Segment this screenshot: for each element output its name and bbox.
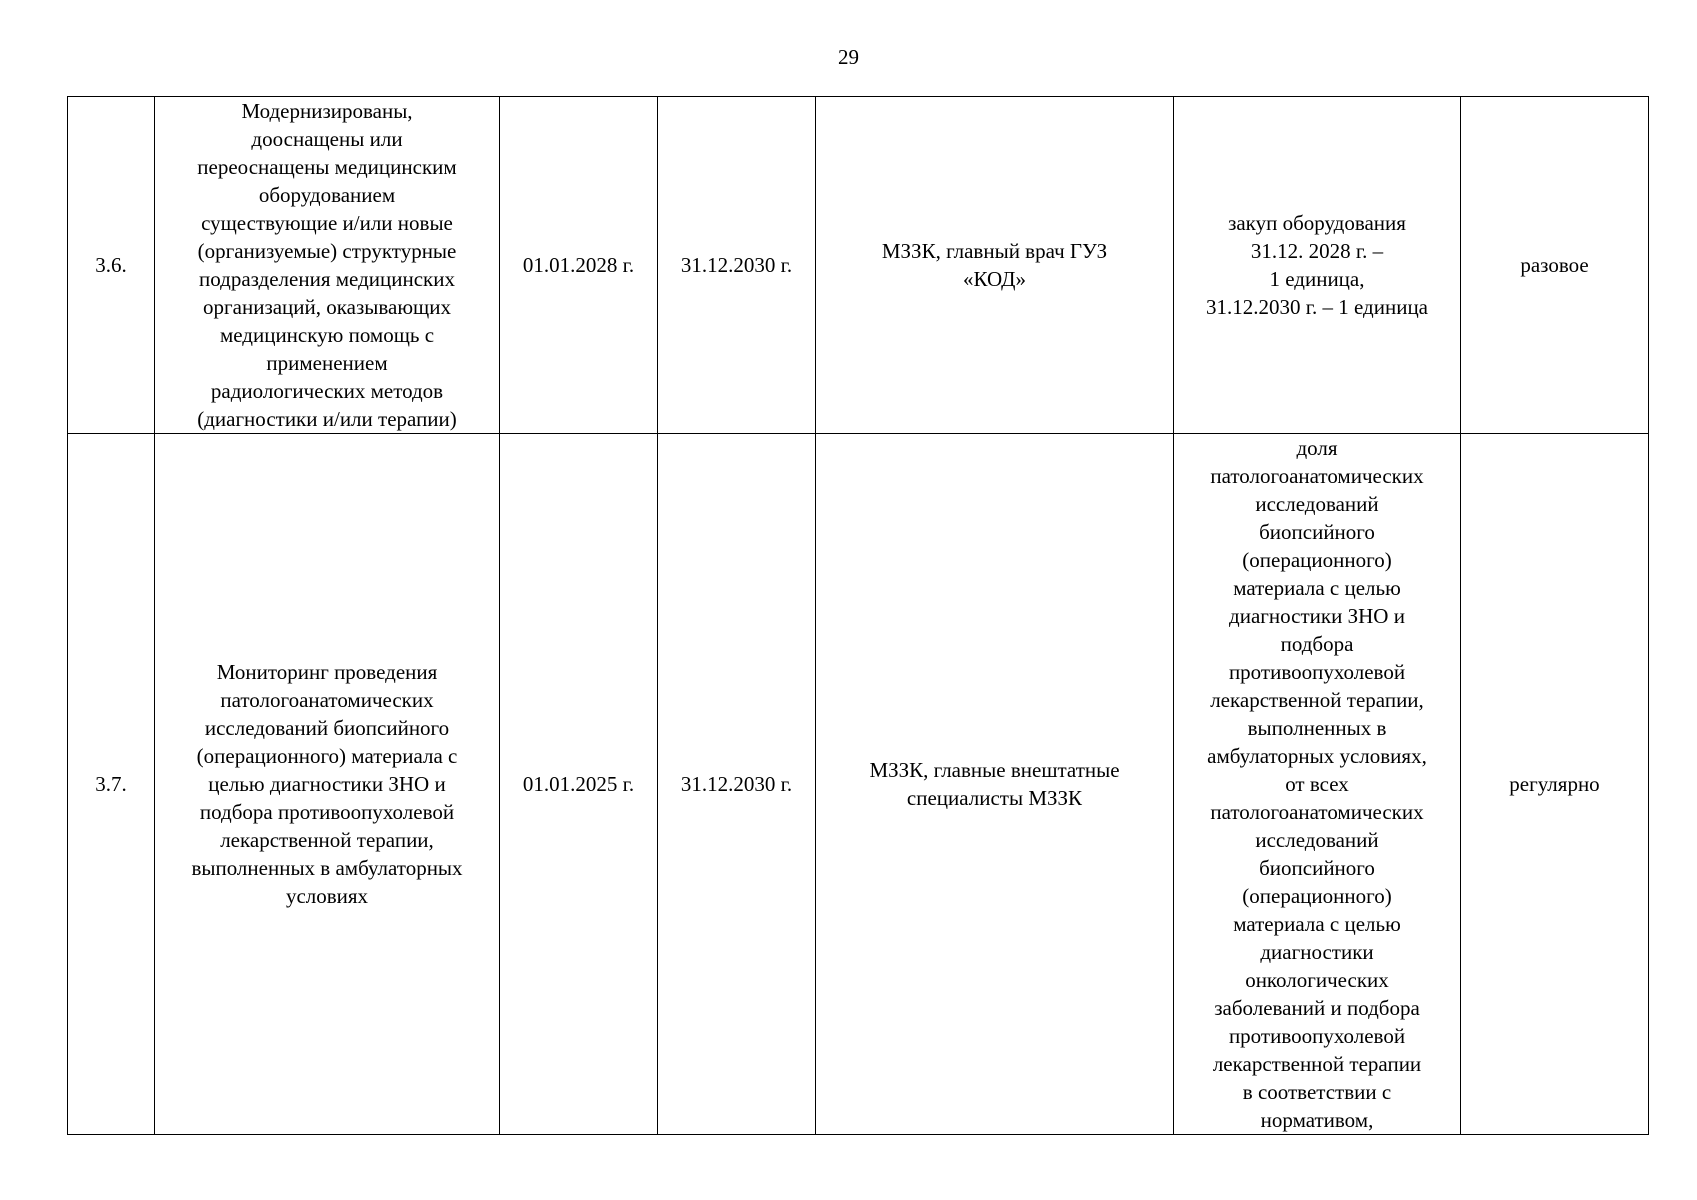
item-name-line: патологоанатомических xyxy=(220,688,434,712)
responsible-line: специалисты МЗЗК xyxy=(906,786,1083,810)
item-name-line: Мониторинг проведения xyxy=(216,660,438,684)
item-name-line: целью диагностики ЗНО и xyxy=(208,772,446,796)
item-name-line: применением xyxy=(266,351,388,375)
result-line: противоопухолевой xyxy=(1228,1024,1406,1048)
result-line: заболеваний и подбора xyxy=(1214,996,1420,1020)
item-name-line: исследований биопсийного xyxy=(204,716,450,740)
item-name-line: переоснащены медицинским xyxy=(197,155,457,179)
item-number-cell: 3.7. xyxy=(68,434,155,1135)
item-name-line: (организуемые) структурные xyxy=(197,239,457,263)
item-name-line: радиологических методов xyxy=(210,379,444,403)
result-line: выполненных в xyxy=(1247,716,1387,740)
result-line: биопсийного xyxy=(1259,856,1375,880)
item-name-line: условиях xyxy=(285,884,369,908)
result-line: диагностики xyxy=(1260,940,1374,964)
result-line: (операционного) xyxy=(1242,884,1392,908)
result-line: материала с целью xyxy=(1233,912,1401,936)
start-date-cell: 01.01.2028 г. xyxy=(500,97,658,434)
item-name-line: медицинскую помощь с xyxy=(219,323,435,347)
result-line: онкологических xyxy=(1245,968,1389,992)
result-line: от всех xyxy=(1285,772,1349,796)
item-name-line: подбора противоопухолевой xyxy=(199,800,455,824)
result-line: биопсийного xyxy=(1259,520,1375,544)
result-line: 1 единица, xyxy=(1269,267,1365,291)
result-cell xyxy=(1174,97,1461,434)
item-name-cell xyxy=(155,97,500,434)
table-row xyxy=(68,434,1649,1135)
item-name-line: оборудованием xyxy=(258,183,396,207)
item-name-line: дооснащены или xyxy=(251,127,403,151)
result-line: 31.12.2030 г. – 1 единица xyxy=(1206,295,1428,319)
result-line: исследований xyxy=(1255,492,1379,516)
item-name-line: (диагностики и/или терапии) xyxy=(197,407,457,431)
item-name-line: выполненных в амбулаторных xyxy=(191,856,463,880)
responsible-line: МЗЗК, главный врач ГУЗ xyxy=(881,239,1108,263)
result-line: закуп оборудования xyxy=(1228,211,1406,235)
end-date-cell: 31.12.2030 г. xyxy=(658,97,816,434)
item-name-line: существующие и/или новые xyxy=(201,211,453,235)
result-line: доля xyxy=(1296,436,1338,460)
frequency-cell: регулярно xyxy=(1461,434,1649,1135)
result-line: подбора xyxy=(1280,632,1354,656)
result-line: амбулаторных условиях, xyxy=(1207,744,1427,768)
item-name-line: лекарственной терапии, xyxy=(220,828,434,852)
item-name-line: Модернизированы, xyxy=(241,99,413,123)
result-line: патологоанатомических xyxy=(1210,800,1424,824)
result-line: исследований xyxy=(1255,828,1379,852)
result-line: лекарственной терапии, xyxy=(1210,688,1424,712)
item-name-cell xyxy=(155,434,500,1135)
item-name-line: (операционного) материала с xyxy=(196,744,458,768)
responsible-line: «КОД» xyxy=(963,267,1026,291)
result-line: в соответствии с xyxy=(1242,1080,1392,1104)
start-date-cell: 01.01.2025 г. xyxy=(500,434,658,1135)
frequency-cell: разовое xyxy=(1461,97,1649,434)
result-line: диагностики ЗНО и xyxy=(1229,604,1405,628)
table-row xyxy=(68,97,1649,434)
result-line: материала с целью xyxy=(1233,576,1401,600)
result-line: нормативом, xyxy=(1260,1108,1374,1132)
item-number-cell: 3.6. xyxy=(68,97,155,434)
responsible-cell xyxy=(816,97,1174,434)
item-name-line: организаций, оказывающих xyxy=(203,295,451,319)
plan-table xyxy=(67,96,1649,1135)
result-line: 31.12. 2028 г. – xyxy=(1250,239,1384,263)
result-line: противоопухолевой xyxy=(1228,660,1406,684)
result-line: лекарственной терапии xyxy=(1212,1052,1422,1076)
responsible-cell xyxy=(816,434,1174,1135)
result-cell xyxy=(1174,434,1461,1135)
item-name-line: подразделения медицинских xyxy=(199,267,455,291)
end-date-cell: 31.12.2030 г. xyxy=(658,434,816,1135)
responsible-line: МЗЗК, главные внештатные xyxy=(869,758,1120,782)
result-line: (операционного) xyxy=(1242,548,1392,572)
result-line: патологоанатомических xyxy=(1210,464,1424,488)
page-number: 29 xyxy=(838,45,859,69)
